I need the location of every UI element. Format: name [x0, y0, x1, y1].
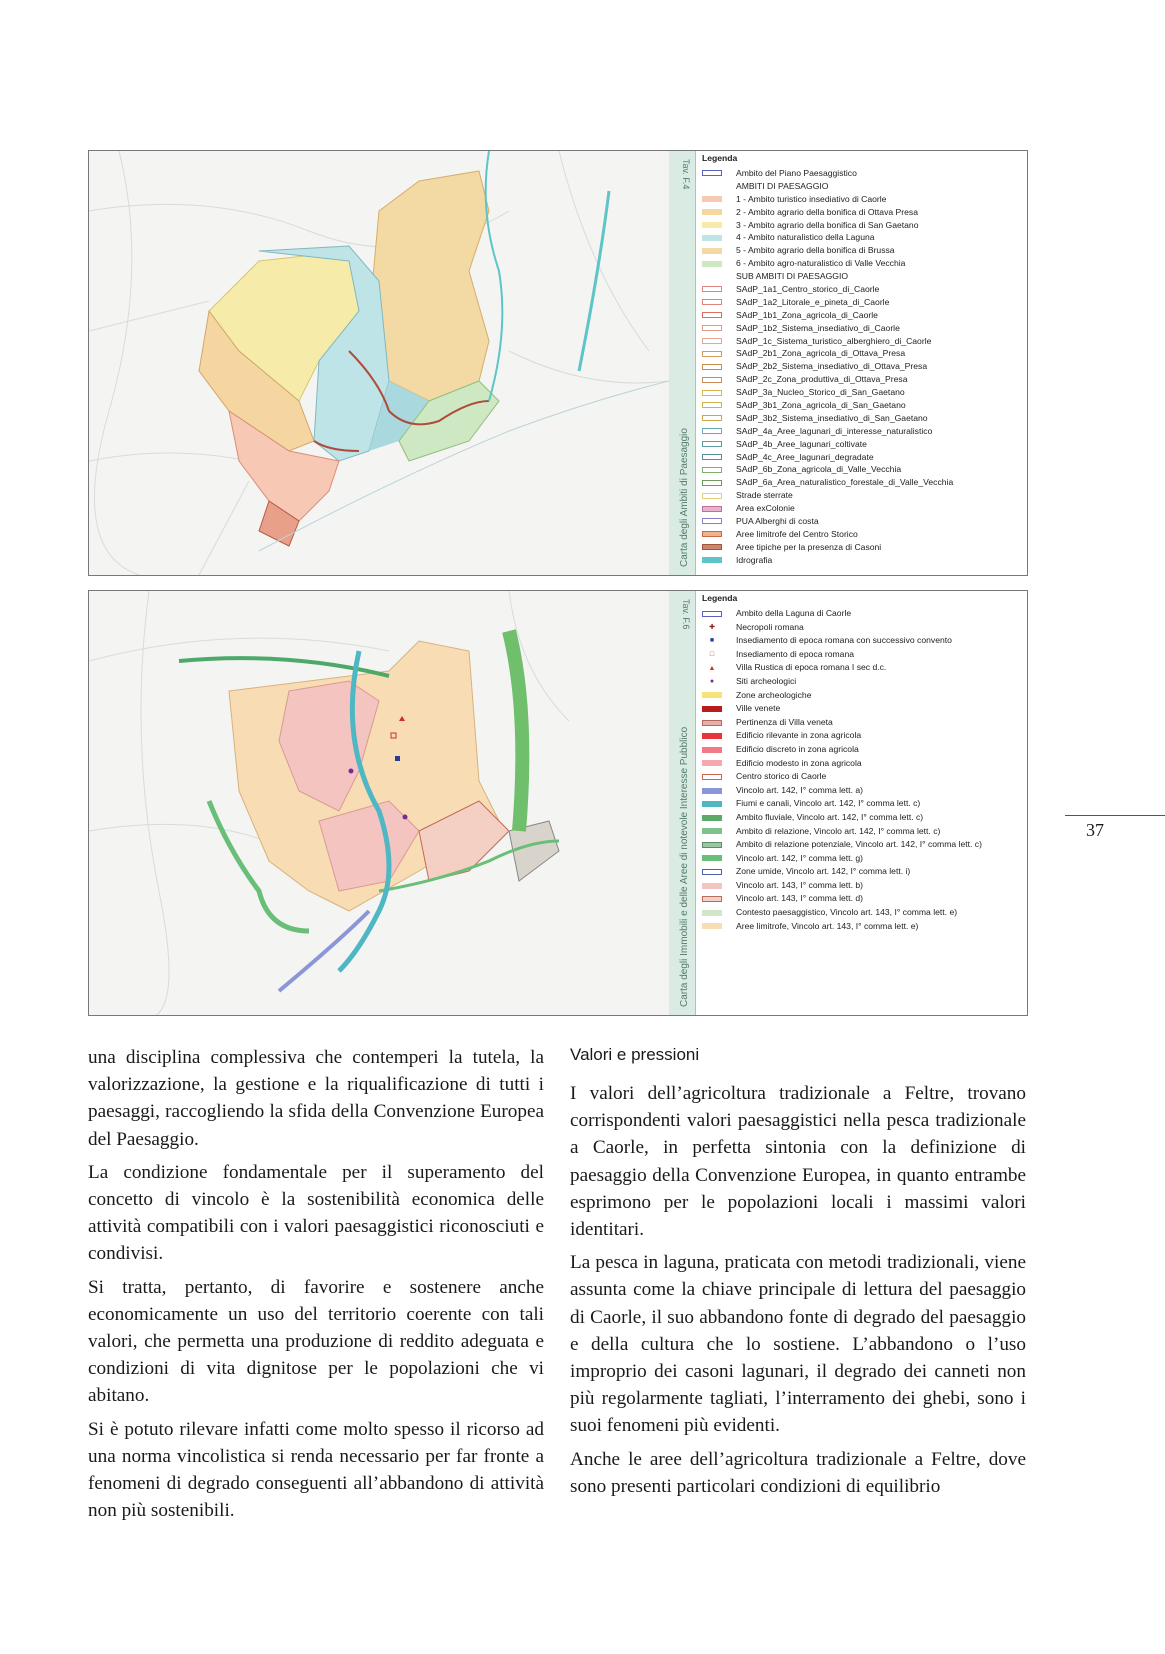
- legend-swatch: [702, 611, 722, 617]
- legend-item: [702, 784, 1021, 798]
- legend-item: [702, 257, 1021, 270]
- legend-label: AMBITI DI PAESAGGIO: [736, 180, 829, 191]
- legend-item: [702, 489, 1021, 502]
- legend-swatch: [702, 815, 722, 821]
- legend-label: 4 - Ambito naturalistico della Laguna: [736, 232, 875, 243]
- legend-swatch: [702, 518, 722, 524]
- legend-item: [702, 743, 1021, 757]
- legend-item: [702, 283, 1021, 296]
- legend-label: SAdP_4b_Aree_lagunari_coltivate: [736, 438, 867, 449]
- legend-label: Aree limitrofe del Centro Storico: [736, 528, 858, 539]
- legend-item: [702, 716, 1021, 730]
- legend-title: Legenda: [702, 153, 738, 163]
- legend-label: Aree limitrofe, Vincolo art. 143, I° comma lett. e): [736, 920, 919, 931]
- legend-label: SAdP_2b2_Sistema_insediativo_di_Ottava_Presa: [736, 361, 928, 372]
- map-area: [89, 151, 669, 575]
- legend-label: Ambito della Laguna di Caorle: [736, 608, 852, 618]
- legend-swatch: [702, 441, 722, 447]
- legend-item: [702, 661, 1021, 675]
- legend-label: Strade sterrate: [736, 490, 793, 501]
- legend-swatch: [702, 286, 722, 292]
- legend-swatch: [702, 480, 722, 486]
- legend-swatch: [702, 747, 722, 753]
- legend-swatch: [702, 261, 722, 267]
- map-vertical-title: Carta degli Ambiti di Paesaggio: [679, 428, 690, 567]
- legend-item: [702, 347, 1021, 360]
- left-text-column: [88, 1044, 544, 1530]
- legend-item: [702, 541, 1021, 554]
- legend-swatch: [702, 390, 722, 396]
- legend-item: [702, 757, 1021, 771]
- legend-item: [702, 607, 1021, 621]
- legend-swatch: [702, 235, 722, 241]
- legend-swatch: ■: [709, 637, 715, 645]
- map-legend: [695, 591, 1027, 1015]
- paragraph: Si tratta, pertanto, di favorire e sostenere anche economicamente un uso del territorio coerente con tali valori, che permetta una produzione di reddito adeguata e condizioni di vita dignitose per le popolazioni che vi abitano.: [88, 1276, 544, 1407]
- legend-item: [702, 621, 1021, 635]
- legend-item: [702, 811, 1021, 825]
- map-legend: [695, 151, 1027, 575]
- legend-label: Ambito del Piano Paesaggistico: [736, 168, 857, 178]
- legend-item: [702, 373, 1021, 386]
- legend-swatch: ✚: [709, 623, 715, 631]
- legend-swatch: [702, 706, 722, 712]
- legend-swatch: [702, 196, 722, 202]
- legend-item: [702, 892, 1021, 906]
- legend-item: [702, 296, 1021, 309]
- legend-item: [702, 502, 1021, 515]
- legend-swatch: [702, 855, 722, 861]
- legend-swatch: [702, 312, 722, 318]
- page-number: 37: [1086, 820, 1104, 840]
- legend-label: 2 - Ambito agrario della bonifica di Ottava Presa: [736, 206, 918, 217]
- legend-label: 1 - Ambito turistico insediativo di Caorle: [736, 193, 887, 204]
- legend-item: [702, 219, 1021, 232]
- legend-item: [702, 206, 1021, 219]
- legend-label: Insediamento di epoca romana: [736, 648, 855, 659]
- legend-label: SAdP_1b2_Sistema_insediativo_di_Caorle: [736, 322, 900, 333]
- legend-swatch: [702, 454, 722, 460]
- legend-label: SUB AMBITI DI PAESAGGIO: [736, 271, 849, 282]
- public-interest-map: [88, 590, 1028, 1016]
- legend-swatch: ●: [709, 678, 715, 686]
- legend-label: Necropoli romana: [736, 621, 804, 632]
- legend-item: [702, 270, 1021, 283]
- legend-label: Aree tipiche per la presenza di Casoni: [736, 541, 882, 552]
- legend-label: 6 - Ambito agro-naturalistico di Valle Vecchia: [736, 258, 906, 269]
- legend-item: [702, 879, 1021, 893]
- legend-item: [702, 451, 1021, 464]
- section-heading: Valori e pressioni: [570, 1045, 700, 1064]
- legend-swatch: [702, 325, 722, 331]
- legend-label: SAdP_3b1_Zona_agricola_di_San_Gaetano: [736, 400, 906, 411]
- legend-label: Centro storico di Caorle: [736, 771, 827, 782]
- paragraph: Anche le aree dell’agricoltura tradizionale a Feltre, dove sono presenti particolari condizioni di equilibrio: [570, 1448, 1026, 1497]
- legend-item: [702, 675, 1021, 689]
- legend-label: Edificio rilevante in zona agricola: [736, 730, 862, 741]
- right-text-column: [570, 1044, 1026, 1506]
- legend-title: Legenda: [702, 593, 738, 603]
- legend-item: [702, 335, 1021, 348]
- legend-swatch: [702, 692, 722, 698]
- legend-item: [702, 438, 1021, 451]
- legend-item: [702, 634, 1021, 648]
- legend-item: [702, 906, 1021, 920]
- legend-label: Ambito di relazione potenziale, Vincolo art. 142, I° comma lett. c): [736, 839, 982, 850]
- legend-swatch: [702, 733, 722, 739]
- legend-item: [702, 463, 1021, 476]
- legend-label: SAdP_4c_Aree_lagunari_degradate: [736, 451, 874, 462]
- paragraph: I valori dell’agricoltura tradizionale a Feltre, trovano corrispondenti valori paesaggistici nella pesca tradizionale a Caorle, in perfetta sintonia con la definizione di paesaggio della Convenzione Europea, in quanto entrambe esprimono per le popolazioni locali i massimi valori identitari.: [570, 1083, 1026, 1241]
- legend-label: Idrografia: [736, 554, 773, 565]
- legend-item: [702, 476, 1021, 489]
- legend-swatch: [702, 774, 722, 780]
- legend-swatch: [702, 402, 722, 408]
- section-body: [570, 1080, 1026, 1500]
- map-vertical-title: Carta degli Immobili e delle Aree di notevole Interesse Pubblico: [679, 726, 690, 1007]
- legend-label: SAdP_2b1_Zona_agricola_di_Ottava_Presa: [736, 348, 906, 359]
- paragraph: una disciplina complessiva che contemperi la tutela, la valorizzazione, la gestione e la riqualificazione di tutti i paesaggi, raccogliendo la sfida della Convenzione Europea del Paesaggio.: [88, 1047, 544, 1150]
- legend-label: Edificio modesto in zona agricola: [736, 757, 862, 768]
- map-tav-label: Tav. F.6: [681, 599, 691, 630]
- legend-item: [702, 360, 1021, 373]
- legend-label: Contesto paesaggistico, Vincolo art. 143, I° comma lett. e): [736, 907, 958, 918]
- legend-item: [702, 865, 1021, 879]
- legend-label: Pertinenza di Villa veneta: [736, 716, 833, 727]
- legend-label: Siti archeologici: [736, 675, 797, 686]
- legend-item: [702, 399, 1021, 412]
- legend-item: [702, 825, 1021, 839]
- legend-label: Zone umide, Vincolo art. 142, I° comma lett. i): [736, 866, 911, 877]
- legend-label: 5 - Ambito agrario della bonifica di Brussa: [736, 245, 895, 256]
- legend-item: [702, 193, 1021, 206]
- legend-label: SAdP_6a_Area_naturalistico_forestale_di_Valle_Vecchia: [736, 477, 954, 488]
- legend-swatch: [702, 377, 722, 383]
- legend-item: [702, 386, 1021, 399]
- legend-swatch: [702, 467, 722, 473]
- legend-swatch: [702, 869, 722, 875]
- legend-label: 3 - Ambito agrario della bonifica di San Gaetano: [736, 219, 919, 230]
- legend-item: [702, 554, 1021, 567]
- legend-item: [702, 515, 1021, 528]
- legend-label: SAdP_1a2_Litorale_e_pineta_di_Caorle: [736, 296, 890, 307]
- legend-item: [702, 770, 1021, 784]
- legend-swatch: [702, 364, 722, 370]
- legend-label: SAdP_6b_Zona_agricola_di_Valle_Vecchia: [736, 464, 902, 475]
- page-number-rule: [1065, 815, 1165, 816]
- legend-item: [702, 244, 1021, 257]
- legend-label: SAdP_4a_Aree_lagunari_di_interesse_naturalistico: [736, 425, 933, 436]
- landscape-areas-map: [88, 150, 1028, 576]
- legend-label: Ambito fluviale, Vincolo art. 142, I° comma lett. c): [736, 811, 924, 822]
- legend-swatch: [702, 557, 722, 563]
- legend-item: [702, 702, 1021, 716]
- legend-item: [702, 231, 1021, 244]
- legend-label: SAdP_3b2_Sistema_insediativo_di_San_Gaetano: [736, 412, 928, 423]
- legend-label: PUA Alberghi di costa: [736, 516, 819, 527]
- legend-label: Villa Rustica di epoca romana I sec d.c.: [736, 662, 887, 673]
- paragraph: Si è potuto rilevare infatti come molto spesso il ricorso ad una norma vincolistica si renda necessario per far fronte a fenomeni di degrado conseguenti all’abbandono di attività non più sostenibili.: [88, 1418, 544, 1522]
- legend-swatch: [702, 923, 722, 929]
- legend-swatch: [702, 760, 722, 766]
- legend-label: Fiumi e canali, Vincolo art. 142, I° comma lett. c): [736, 798, 921, 809]
- legend-swatch: [702, 531, 722, 537]
- legend-label: Ambito di relazione, Vincolo art. 142, I° comma lett. c): [736, 825, 941, 836]
- legend-swatch: [702, 788, 722, 794]
- legend-label: SAdP_1a1_Centro_storico_di_Caorle: [736, 284, 880, 295]
- legend-item: [702, 167, 1021, 180]
- legend-swatch: [702, 299, 722, 305]
- legend-label: Zone archeologiche: [736, 689, 812, 700]
- legend-item: [702, 648, 1021, 662]
- legend-swatch: [702, 209, 722, 215]
- legend-item: [702, 729, 1021, 743]
- legend-label: Insediamento di epoca romana con successivo convento: [736, 635, 952, 646]
- legend-label: SAdP_2c_Zona_produttiva_di_Ottava_Presa: [736, 374, 908, 385]
- legend-swatch: [702, 222, 722, 228]
- legend-swatch: [702, 828, 722, 834]
- legend-item: [702, 528, 1021, 541]
- legend-swatch: [702, 493, 722, 499]
- legend-label: Area exColonie: [736, 503, 795, 514]
- legend-label: SAdP_3a_Nucleo_Storico_di_San_Gaetano: [736, 387, 905, 398]
- legend-label: Vincolo art. 142, I° comma lett. a): [736, 784, 863, 795]
- legend-label: SAdP_1c_Sistema_turistico_alberghiero_di_Caorle: [736, 335, 932, 346]
- legend-item: [702, 689, 1021, 703]
- legend-label: Vincolo art. 142, I° comma lett. g): [736, 852, 863, 863]
- legend-swatch: [702, 842, 722, 848]
- map-tav-label: Tav. F.4: [681, 159, 691, 190]
- legend-label: Edificio discreto in zona agricola: [736, 743, 859, 754]
- legend-swatch: [702, 544, 722, 550]
- legend-item: [702, 180, 1021, 193]
- legend-swatch: [702, 428, 722, 434]
- legend-item: [702, 412, 1021, 425]
- legend-label: Ville venete: [736, 703, 781, 714]
- legend-item: [702, 322, 1021, 335]
- legend-label: Vincolo art. 143, I° comma lett. d): [736, 893, 863, 904]
- legend-label: Vincolo art. 143, I° comma lett. b): [736, 879, 863, 890]
- legend-item: [702, 425, 1021, 438]
- legend-swatch: ▲: [708, 664, 716, 672]
- map-area: [89, 591, 669, 1015]
- legend-label: SAdP_1b1_Zona_agricola_di_Caorle: [736, 309, 878, 320]
- legend-item: [702, 920, 1021, 934]
- legend-item: [702, 852, 1021, 866]
- legend-swatch: [702, 910, 722, 916]
- legend-item: [702, 838, 1021, 852]
- legend-swatch: [702, 720, 722, 726]
- legend-item: [702, 309, 1021, 322]
- legend-swatch: □: [709, 651, 715, 659]
- legend-swatch: [702, 248, 722, 254]
- legend-item: [702, 797, 1021, 811]
- legend-swatch: [702, 170, 722, 176]
- paragraph: La condizione fondamentale per il superamento del concetto di vincolo è la sostenibilità economica delle attività compatibili con i valori paesaggistici riconosciuti e condivisi.: [88, 1161, 544, 1265]
- legend-swatch: [702, 351, 722, 357]
- paragraph: La pesca in laguna, praticata con metodi tradizionali, viene assunta come la chiave principale di lettura del paesaggio di Caorle, il suo abbandono fonte di degrado del paesaggio e della cultura che lo sostiene. L’abbandono o l’uso improprio dei casoni lagunari, il degrado dei canneti non più regolarmente tagliati, l’interramento dei ghebi, sono i suoi fenomeni più evidenti.: [570, 1252, 1026, 1437]
- legend-swatch: [702, 896, 722, 902]
- legend-swatch: [702, 506, 722, 512]
- legend-swatch: [702, 801, 722, 807]
- legend-swatch: [702, 415, 722, 421]
- legend-swatch: [702, 338, 722, 344]
- legend-swatch: [702, 883, 722, 889]
